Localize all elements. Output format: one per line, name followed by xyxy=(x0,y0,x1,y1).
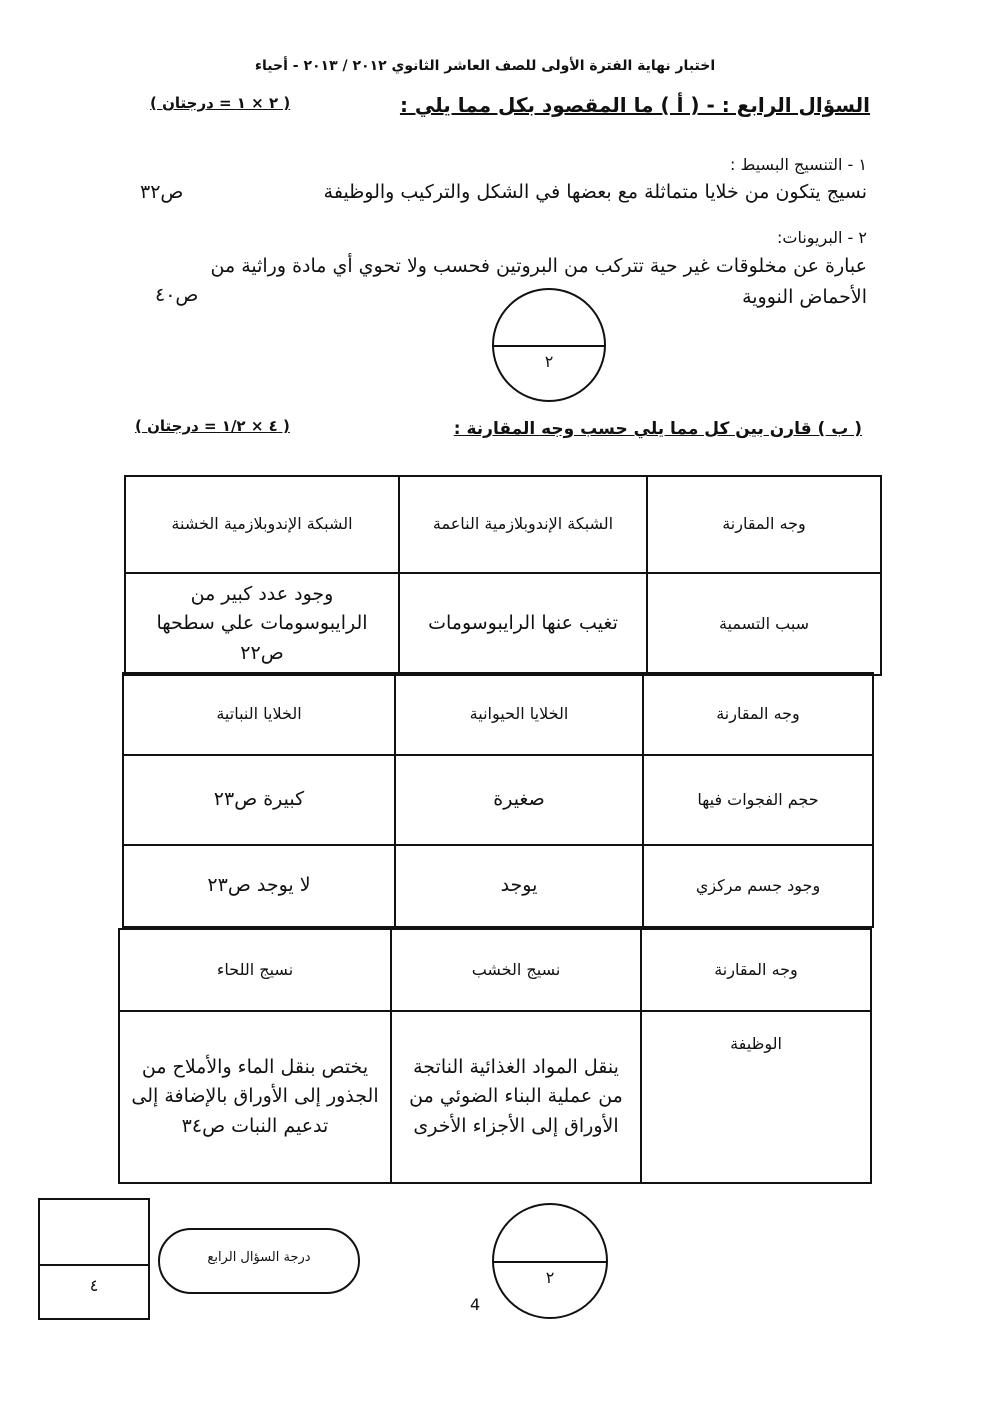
rough-er-header: الشبكة الإندوبلازمية الخشنة xyxy=(125,476,399,573)
table-row xyxy=(119,1011,871,1183)
part-b-marks: ( ٤ × ١/٢ = درجتان ) xyxy=(135,417,290,435)
grade-box-value: ٤ xyxy=(89,1276,99,1295)
grade-box-divider xyxy=(40,1264,148,1266)
score-circle-part-b xyxy=(492,1203,608,1319)
animal-centrosome: يوجد xyxy=(395,845,643,927)
comparison-table-tissues xyxy=(118,928,872,1184)
xylem-header: نسيج الخشب xyxy=(391,929,641,1011)
page-number: 4 xyxy=(470,1295,481,1314)
vacuole-size-label: حجم الفجوات فيها xyxy=(643,755,873,845)
comparison-basis-header: وجه المقارنة xyxy=(643,673,873,755)
term-2-definition-line2: الأحماض النووية xyxy=(742,286,867,308)
smooth-er-header: الشبكة الإندوبلازمية الناعمة xyxy=(399,476,647,573)
score-circle-part-a xyxy=(492,288,606,402)
naming-reason-label: سبب التسمية xyxy=(647,573,881,675)
table-row xyxy=(123,673,873,755)
phloem-header: نسيج اللحاء xyxy=(119,929,391,1011)
comparison-basis-header: وجه المقارنة xyxy=(641,929,871,1011)
rough-er-naming: وجود عدد كبير من الرايبوسومات علي سطحها ص٢٢ xyxy=(125,573,399,675)
plant-vacuole-size: كبيرة ص٢٣ xyxy=(123,755,395,845)
animal-vacuole-size: صغيرة xyxy=(395,755,643,845)
table-row xyxy=(123,845,873,927)
term-2-page-ref: ص٤٠ xyxy=(155,284,199,306)
phloem-function: يختص بنقل الماء والأملاح من الجذور إلى الأوراق بالإضافة إلى تدعيم النبات ص٣٤ xyxy=(119,1011,391,1183)
centrosome-label: وجود جسم مركزي xyxy=(643,845,873,927)
comparison-table-cells xyxy=(122,672,874,928)
comparison-basis-header: وجه المقارنة xyxy=(647,476,881,573)
exam-header-title: اختبار نهاية الفترة الأولى للصف العاشر الثانوي ٢٠١٢ / ٢٠١٣ - أحياء xyxy=(254,58,716,74)
question-grade-pill xyxy=(158,1228,360,1294)
comparison-table-er xyxy=(124,475,882,676)
question-grade-label: درجة السؤال الرابع xyxy=(207,1250,311,1265)
term-1-label: ١ - التنسيج البسيط : xyxy=(730,155,867,174)
score-circle-divider xyxy=(494,345,604,347)
part-b-title: ( ب ) قارن بين كل مما يلي حسب وجه المقارنة : xyxy=(453,419,862,439)
smooth-er-naming: تغيب عنها الرايبوسومات xyxy=(399,573,647,675)
xylem-function: ينقل المواد الغذائية الناتجة من عملية البناء الضوئي من الأوراق إلى الأجزاء الأخرى xyxy=(391,1011,641,1183)
score-circle-divider xyxy=(494,1261,606,1263)
table-row xyxy=(125,476,881,573)
term-2-definition-line1: عبارة عن مخلوقات غير حية تتركب من البروتين فحسب ولا تحوي أي مادة وراثية من xyxy=(210,255,867,277)
table-row xyxy=(119,929,871,1011)
animal-cells-header: الخلايا الحيوانية xyxy=(395,673,643,755)
question-title: السؤال الرابع : - ( أ ) ما المقصود بكل مما يلي : xyxy=(399,93,870,117)
term-2-label: ٢ - البريونات: xyxy=(776,228,867,247)
part-a-marks: ( ٢ × ١ = درجتان ) xyxy=(150,94,291,112)
table-row xyxy=(125,573,881,675)
function-label: الوظيفة xyxy=(641,1011,871,1183)
grade-box xyxy=(38,1198,150,1320)
plant-cells-header: الخلايا النباتية xyxy=(123,673,395,755)
score-circle-value: ٢ xyxy=(544,351,554,371)
term-1-page-ref: ص٣٢ xyxy=(140,181,184,203)
score-circle-value: ٢ xyxy=(545,1267,555,1287)
table-row xyxy=(123,755,873,845)
term-1-definition: نسيج يتكون من خلايا متماثلة مع بعضها في الشكل والتركيب والوظيفة xyxy=(323,181,867,203)
plant-centrosome: لا يوجد ص٢٣ xyxy=(123,845,395,927)
